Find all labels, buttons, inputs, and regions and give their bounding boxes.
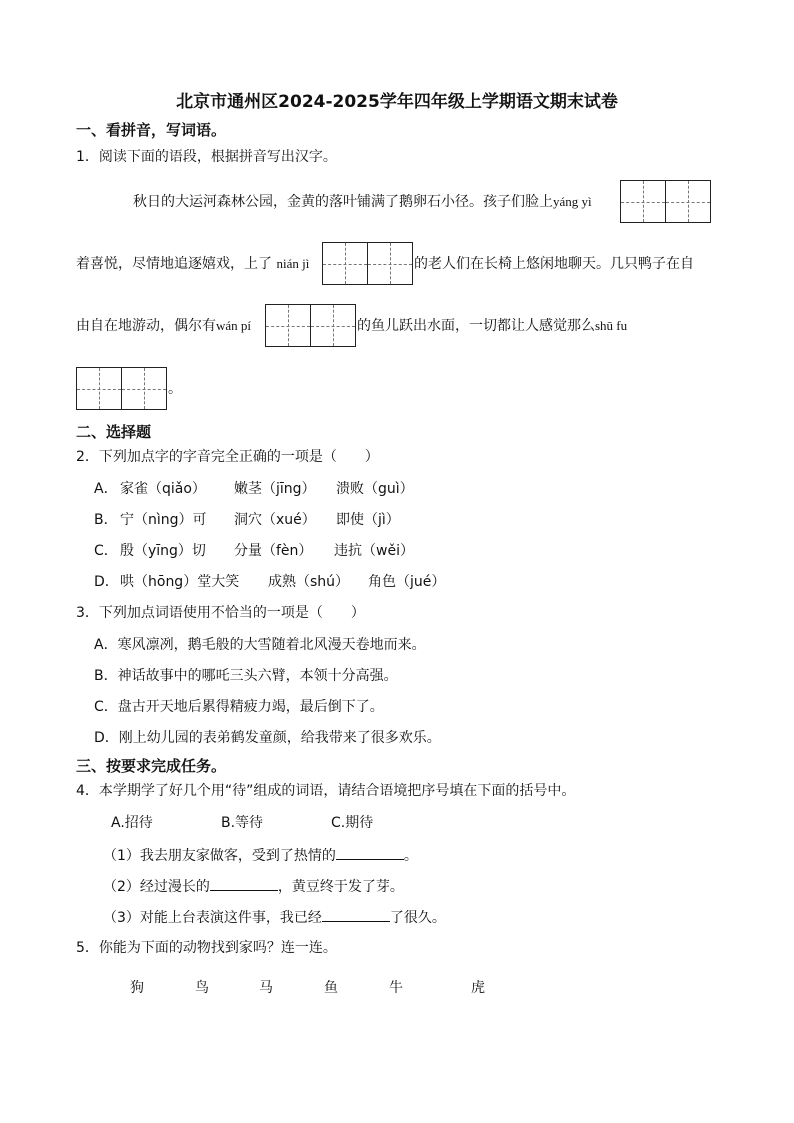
sentence-text: 。 xyxy=(403,848,418,864)
grid-cell[interactable] xyxy=(621,181,665,222)
sentence-text: （1）我去朋友家做客，受到了热情的 xyxy=(103,848,336,864)
q4-sentence-1 xyxy=(103,845,418,866)
option-label: B． xyxy=(94,512,118,528)
option-label: C． xyxy=(94,543,118,559)
question-number: 4． xyxy=(76,783,99,799)
option-item: 嫩茎（jīng） xyxy=(234,481,316,497)
question-5 xyxy=(76,938,337,958)
option-item: 家雀（qiǎo） xyxy=(120,481,206,497)
q2-option-b[interactable] xyxy=(94,510,400,530)
question-stem: 你能为下面的动物找到家吗？连一连。 xyxy=(98,940,337,956)
grid-cell[interactable] xyxy=(323,243,367,284)
q4-sentence-2 xyxy=(103,876,404,897)
passage-line-2-start xyxy=(76,254,309,274)
question-stem: 本学期学了好几个用“待”组成的词语，请结合语境把序号填在下面的括号中。 xyxy=(98,783,576,799)
option-label: C． xyxy=(94,699,118,715)
q2-option-c[interactable] xyxy=(94,541,414,561)
question-stem: 阅读下面的语段，根据拼音写出汉字。 xyxy=(98,149,337,165)
question-stem: 下列加点词语使用不恰当的一项是（ ） xyxy=(98,605,365,621)
passage-text: 的鱼儿跃出水面，一切都让人感觉那么 xyxy=(357,318,595,334)
sentence-text: ，黄豆终于发了芽。 xyxy=(277,879,404,895)
option-label: A． xyxy=(94,481,118,497)
option-text: 神话故事中的哪吒三头六臂，本领十分高强。 xyxy=(117,668,398,684)
grid-cell[interactable] xyxy=(367,243,412,284)
sentence-text: 了很久。 xyxy=(389,910,446,926)
answer-blank[interactable] xyxy=(322,907,390,922)
animal-horse[interactable]: 马 xyxy=(259,980,273,996)
option-text: 寒风凛冽，鹅毛般的大雪随着北风漫天卷地而来。 xyxy=(117,637,426,653)
section-3-heading: 三、按要求完成任务。 xyxy=(76,757,227,775)
question-number: 2． xyxy=(76,449,99,465)
passage-line-4-end: 。 xyxy=(168,381,182,397)
animal-tiger[interactable]: 虎 xyxy=(471,980,485,996)
q2-option-d[interactable] xyxy=(94,572,446,592)
grid-cell[interactable] xyxy=(665,181,710,222)
grid-cell[interactable] xyxy=(266,305,310,346)
grid-cell[interactable] xyxy=(77,368,121,409)
passage-line-3-end xyxy=(357,316,627,336)
animal-fish[interactable]: 鱼 xyxy=(324,980,338,996)
section-1-heading: 一、看拼音，写词语。 xyxy=(76,121,227,139)
option-item: 哄（hōng）堂大笑 xyxy=(120,574,240,590)
q3-option-d[interactable] xyxy=(94,728,441,748)
question-stem: 下列加点字的字音完全正确的一项是（ ） xyxy=(98,449,379,465)
question-3 xyxy=(76,603,365,623)
option-item: 溃败（guì） xyxy=(336,481,414,497)
option-item: 即使（jì） xyxy=(336,512,400,528)
q4-sentence-3 xyxy=(103,907,446,928)
pinyin-prompt: nián jì xyxy=(276,256,310,271)
answer-blank[interactable] xyxy=(210,876,278,891)
option-label: D． xyxy=(94,730,119,746)
passage-text: 秋日的大运河森林公园，金黄的落叶铺满了鹅卵石小径。孩子们脸上 xyxy=(133,194,553,210)
animal-bird[interactable]: 鸟 xyxy=(195,980,209,996)
passage-line-1 xyxy=(133,192,592,212)
option-item: 角色（jué） xyxy=(368,574,446,590)
option-item: 宁（nìng）可 xyxy=(120,512,207,528)
question-number: 5． xyxy=(76,940,99,956)
option-item: 殷（yīng）切 xyxy=(120,543,206,559)
option-label: D． xyxy=(94,574,119,590)
choice: C.期待 xyxy=(331,815,374,831)
choice: B.等待 xyxy=(221,815,264,831)
option-text: 盘古开天地后累得精疲力竭，最后倒下了。 xyxy=(117,699,384,715)
option-label: A． xyxy=(94,637,118,653)
animal-dog[interactable]: 狗 xyxy=(130,980,144,996)
sentence-text: （2）经过漫长的 xyxy=(103,879,210,895)
animal-list xyxy=(0,978,794,1000)
option-item: 分量（fèn） xyxy=(234,543,313,559)
choice: A.招待 xyxy=(111,815,153,831)
question-1 xyxy=(76,147,337,167)
answer-blank[interactable] xyxy=(336,845,404,860)
question-2 xyxy=(76,447,379,467)
q3-option-b[interactable] xyxy=(94,666,398,686)
passage-line-3-start xyxy=(76,316,251,336)
answer-grid-2[interactable] xyxy=(322,242,413,285)
grid-cell[interactable] xyxy=(121,368,166,409)
option-text: 刚上幼儿园的表弟鹤发童颜，给我带来了很多欢乐。 xyxy=(118,730,441,746)
option-item: 洞穴（xué） xyxy=(234,512,316,528)
answer-grid-1[interactable] xyxy=(620,180,711,223)
question-4 xyxy=(76,781,575,801)
passage-line-2-end: 的老人们在长椅上悠闲地聊天。几只鸭子在自 xyxy=(414,256,694,272)
q3-option-a[interactable] xyxy=(94,635,426,655)
passage-text: 由自在地游动，偶尔有 xyxy=(76,318,216,334)
q4-choices xyxy=(111,813,411,833)
passage-text: 着喜悦，尽情地追逐嬉戏，上了 xyxy=(76,256,272,272)
q3-option-c[interactable] xyxy=(94,697,384,717)
section-2-heading: 二、选择题 xyxy=(76,423,152,441)
q2-option-a[interactable] xyxy=(94,479,414,499)
animal-cow[interactable]: 牛 xyxy=(389,980,403,996)
grid-cell[interactable] xyxy=(310,305,355,346)
answer-grid-4[interactable] xyxy=(76,367,167,410)
option-item: 违抗（wěi） xyxy=(334,543,414,559)
pinyin-prompt: wán pí xyxy=(216,318,252,333)
question-number: 1． xyxy=(76,149,99,165)
pinyin-prompt: yáng yì xyxy=(553,194,592,209)
sentence-text: （3）对能上台表演这件事，我已经 xyxy=(103,910,322,926)
option-item: 成熟（shú） xyxy=(268,574,350,590)
option-label: B． xyxy=(94,668,118,684)
answer-grid-3[interactable] xyxy=(265,304,356,347)
pinyin-prompt: shū fu xyxy=(595,318,628,333)
question-number: 3． xyxy=(76,605,99,621)
page-title: 北京市通州区2024-2025学年四年级上学期语文期末试卷 xyxy=(176,92,618,112)
